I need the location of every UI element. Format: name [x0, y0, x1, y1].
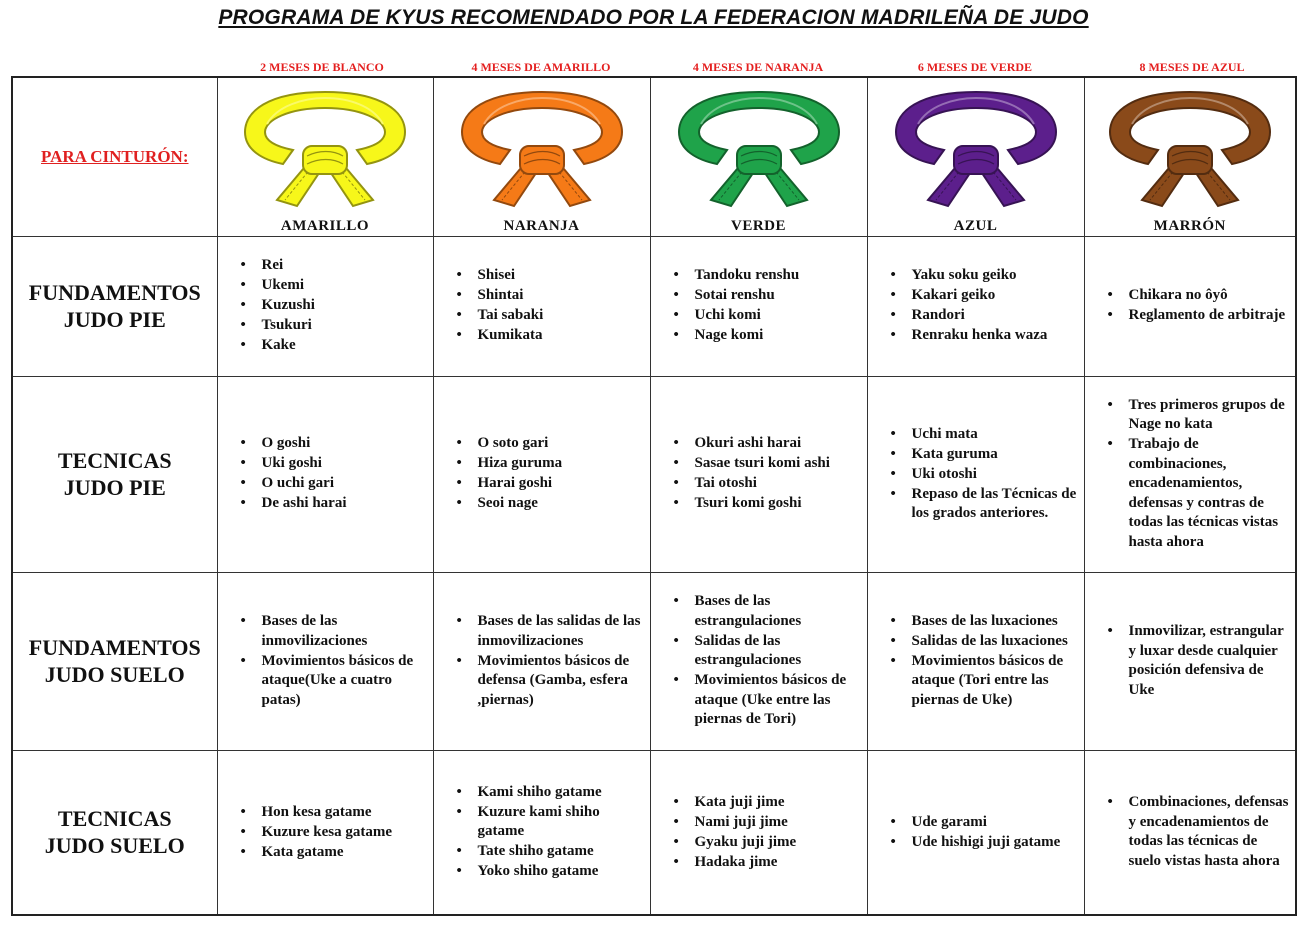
content-cell [867, 376, 1084, 572]
list-item: • O goshi [262, 434, 427, 454]
list-item: • Kata guruma [912, 445, 1078, 465]
bullet-list [1085, 286, 1296, 326]
list-item: • Trabajo de combinaciones, encadenamientos, defensas y contras de todas las técnicas vistas hasta ahora [1129, 435, 1290, 552]
content-cell [1084, 376, 1296, 572]
bullet-list [651, 266, 867, 346]
list-item: • Tai sabaki [478, 306, 644, 326]
bullet-list [434, 612, 650, 710]
list-item: • Tres primeros grupos de Nage no kata [1129, 396, 1290, 435]
list-item: • Nami juji jime [695, 813, 861, 833]
belt-image-amarillo [237, 84, 413, 210]
list-item: • Bases de las inmovilizaciones [262, 612, 427, 651]
list-item: • Rei [262, 256, 427, 276]
row-tecnicas-judo-suelo [12, 750, 1296, 915]
belt-image-verde [671, 84, 847, 210]
row-fundamentos-judo-pie [12, 236, 1296, 376]
list-item: • Movimientos básicos de ataque(Uke a cuatro patas) [262, 652, 427, 711]
belt-cell-5 [1084, 77, 1296, 236]
list-item: • Tate shiho gatame [478, 842, 644, 862]
list-item: • Tandoku renshu [695, 266, 861, 286]
list-item: • Harai goshi [478, 474, 644, 494]
content-cell [217, 750, 433, 915]
row-heading [12, 750, 217, 915]
bullet-list [651, 434, 867, 514]
list-item: • Hiza guruma [478, 454, 644, 474]
belt-row [12, 77, 1296, 236]
belt-name-marron: MARRÓN [1153, 217, 1226, 234]
list-item: • Bases de las estrangulaciones [695, 592, 861, 631]
bullet-list [651, 793, 867, 873]
content-cell [650, 750, 867, 915]
list-item: • Combinaciones, defensas y encadenamientos de todas las técnicas de suelo vistas hasta ahora [1129, 793, 1290, 871]
para-cinturon-label: PARA CINTURÓN: [41, 146, 189, 166]
list-item: • O soto gari [478, 434, 644, 454]
list-item: • Tai otoshi [695, 474, 861, 494]
list-item: • Ude hishigi juji gatame [912, 833, 1078, 853]
list-item: • Bases de las salidas de las inmovilizaciones [478, 612, 644, 651]
list-item: • Kumikata [478, 326, 644, 346]
list-item: • Yaku soku geiko [912, 266, 1078, 286]
content-cell [433, 750, 650, 915]
belt-cell-4 [867, 77, 1084, 236]
belt-image-marron [1102, 84, 1278, 210]
belt-cell-2 [433, 77, 650, 236]
list-item: • Salidas de las estrangulaciones [695, 632, 861, 671]
list-item: • Tsuri komi goshi [695, 494, 861, 514]
bullet-list [218, 256, 433, 356]
content-cell [217, 376, 433, 572]
content-cell [1084, 236, 1296, 376]
duration-label-4: 6 MESES DE VERDE [917, 60, 1033, 74]
list-item: • Gyaku juji jime [695, 833, 861, 853]
content-cell [867, 572, 1084, 750]
list-item: • Uki goshi [262, 454, 427, 474]
bullet-list [868, 612, 1084, 711]
row-heading-line: FUNDAMENTOS [28, 280, 201, 305]
belt-knot-icon [462, 92, 622, 206]
list-item: • O uchi gari [262, 474, 427, 494]
duration-label-3: 4 MESES DE NARANJA [692, 60, 824, 74]
para-cinturon-cell [12, 77, 217, 236]
bullet-list [651, 592, 867, 730]
list-item: • Repaso de las Técnicas de los grados anteriores. [912, 485, 1078, 524]
list-item: • Inmovilizar, estrangular y luxar desde cualquier posición defensiva de Uke [1129, 622, 1290, 700]
content-cell [217, 572, 433, 750]
belt-knot-icon [896, 92, 1056, 206]
belt-knot-icon [1110, 92, 1270, 206]
content-cell [433, 376, 650, 572]
list-item: • Salidas de las luxaciones [912, 632, 1078, 652]
list-item: • Okuri ashi harai [695, 434, 861, 454]
list-item: • Kami shiho gatame [478, 783, 644, 803]
bullet-list [218, 803, 433, 863]
list-item: • Movimientos básicos de defensa (Gamba, esfera ,piernas) [478, 652, 644, 711]
bullet-list [434, 266, 650, 346]
list-item: • Movimientos básicos de ataque (Tori entre las piernas de Uke) [912, 652, 1078, 711]
content-cell [650, 236, 867, 376]
content-cell [650, 572, 867, 750]
row-heading [12, 376, 217, 572]
belt-name-verde: VERDE [730, 217, 786, 234]
belt-name-naranja: NARANJA [503, 217, 580, 234]
list-item: • Shisei [478, 266, 644, 286]
content-cell [867, 750, 1084, 915]
list-item: • Kake [262, 336, 427, 356]
content-cell [1084, 572, 1296, 750]
duration-label-1: 2 MESES DE BLANCO [260, 60, 384, 74]
belt-image-naranja [454, 84, 630, 210]
row-tecnicas-judo-pie [12, 376, 1296, 572]
list-item: • Nage komi [695, 326, 861, 346]
list-item: • Seoi nage [478, 494, 644, 514]
belt-knot-icon [245, 92, 405, 206]
bullet-list [868, 425, 1084, 524]
list-item: • Hon kesa gatame [262, 803, 427, 823]
list-item: • Hadaka jime [695, 853, 861, 873]
list-item: • De ashi harai [262, 494, 427, 514]
duration-label-5: 8 MESES DE AZUL [1139, 60, 1245, 74]
content-cell [433, 236, 650, 376]
bullet-list [218, 612, 433, 710]
list-item: • Ude garami [912, 813, 1078, 833]
content-cell [867, 236, 1084, 376]
belt-image-azul [888, 84, 1064, 210]
list-item: • Movimientos básicos de ataque (Uke entre las piernas de Tori) [695, 671, 861, 730]
list-item: • Uchi komi [695, 306, 861, 326]
list-item: • Kata juji jime [695, 793, 861, 813]
list-item: • Uki otoshi [912, 465, 1078, 485]
content-cell [433, 572, 650, 750]
row-heading-line: JUDO PIE [63, 475, 166, 500]
list-item: • Kuzure kami shiho gatame [478, 803, 644, 842]
belt-cell-1 [217, 77, 433, 236]
bullet-list [434, 783, 650, 882]
bullet-list [434, 434, 650, 514]
content-cell [1084, 750, 1296, 915]
list-item: • Randori [912, 306, 1078, 326]
page-title: PROGRAMA DE KYUS RECOMENDADO POR LA FEDERACION MADRILEÑA DE JUDO [218, 6, 1089, 29]
list-item: • Yoko shiho gatame [478, 862, 644, 882]
list-item: • Ukemi [262, 276, 427, 296]
bullet-list [218, 434, 433, 514]
belt-name-amarillo: AMARILLO [280, 217, 370, 234]
row-fundamentos-judo-suelo [12, 572, 1296, 750]
row-heading [12, 572, 217, 750]
list-item: • Reglamento de arbitraje [1129, 306, 1290, 326]
row-heading [12, 236, 217, 376]
row-heading-line: JUDO SUELO [44, 662, 185, 687]
list-item: • Shintai [478, 286, 644, 306]
list-item: • Sotai renshu [695, 286, 861, 306]
row-heading-line: JUDO PIE [63, 307, 166, 332]
belt-knot-icon [679, 92, 839, 206]
list-item: • Sasae tsuri komi ashi [695, 454, 861, 474]
duration-label-2: 4 MESES DE AMARILLO [471, 60, 611, 74]
list-item: • Renraku henka waza [912, 326, 1078, 346]
row-heading-line: JUDO SUELO [44, 833, 185, 859]
row-heading-line: TECNICAS [57, 448, 172, 473]
bullet-list [1085, 622, 1296, 700]
bullet-list [1085, 793, 1296, 871]
list-item: • Kakari geiko [912, 286, 1078, 306]
content-cell [650, 376, 867, 572]
list-item: • Kuzushi [262, 296, 427, 316]
list-item: • Uchi mata [912, 425, 1078, 445]
list-item: • Chikara no ôyô [1129, 286, 1290, 306]
belt-name-azul: AZUL [953, 217, 998, 234]
bullet-list [868, 266, 1084, 346]
content-cell [217, 236, 433, 376]
kyu-program-table [11, 76, 1297, 916]
list-item: • Bases de las luxaciones [912, 612, 1078, 632]
list-item: • Tsukuri [262, 316, 427, 336]
row-heading-line: FUNDAMENTOS [28, 635, 201, 660]
row-heading-line: TECNICAS [57, 806, 172, 832]
bullet-list [1085, 396, 1296, 553]
list-item: • Kata gatame [262, 843, 427, 863]
bullet-list [868, 813, 1084, 853]
belt-cell-3 [650, 77, 867, 236]
list-item: • Kuzure kesa gatame [262, 823, 427, 843]
